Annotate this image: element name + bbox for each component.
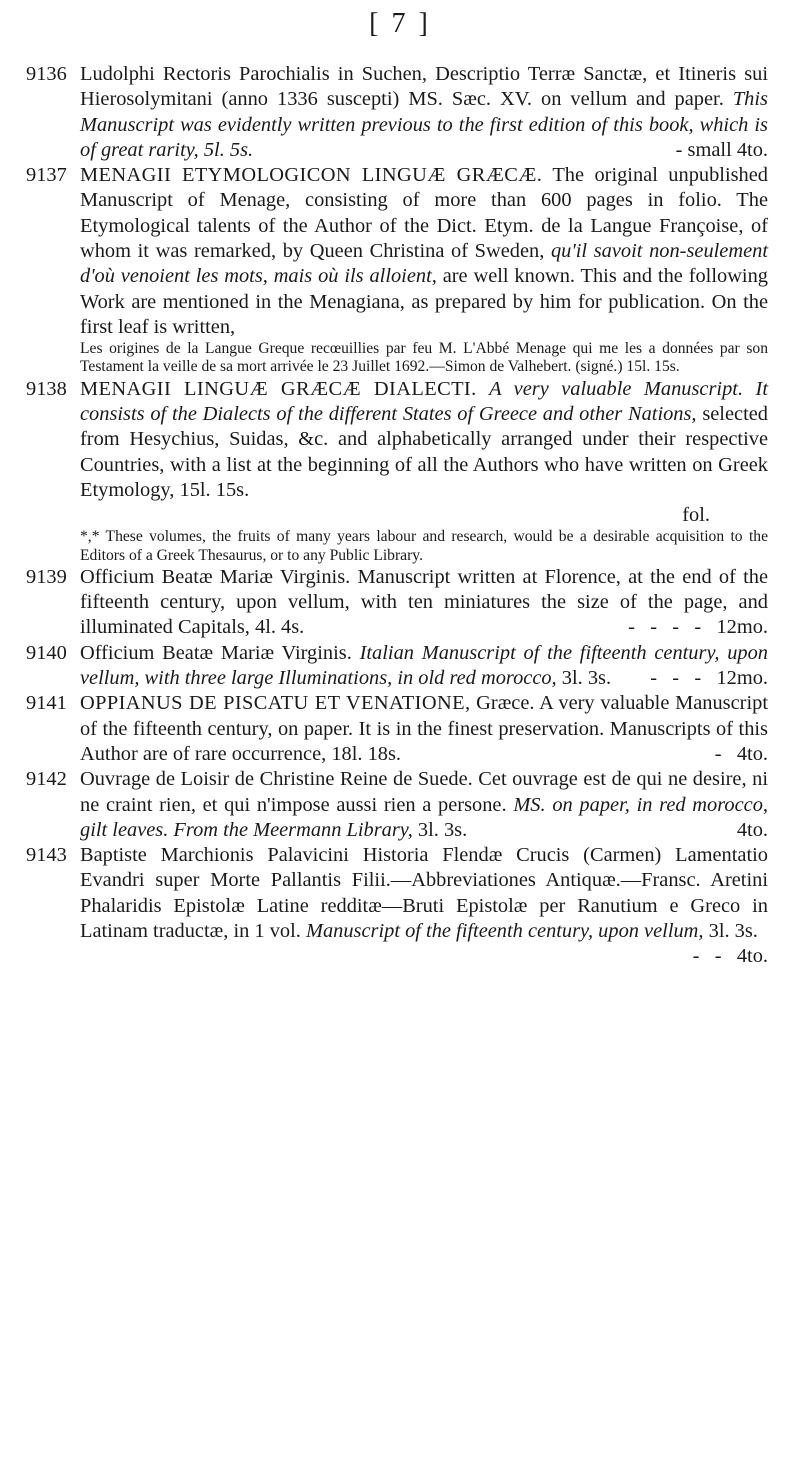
entry-quote-italic: qu'il savoit non-seulement d'où venoient les mots, mais où ils alloient,: [80, 240, 768, 288]
entry-description: Officium Beatæ Mariæ Virginis.: [80, 641, 352, 664]
entry-title: MENAGII ETYMOLOGICON LINGUÆ GRÆCÆ.: [80, 164, 543, 187]
catalogue-entry: [26, 163, 768, 376]
book-format: 4to.: [736, 818, 768, 841]
entry-text: [80, 565, 768, 641]
entry-description: Officium Beatæ Mariæ Virginis. Manuscript written at Florence, at the end of the fifteenth century, upon vellum, with ten miniatures the size of the page, and illuminated Capitals, 4l. 4s.: [80, 565, 768, 639]
entry-note-italic: Italian Manuscript of the fifteenth century, upon vellum, with three large Illuminations, in old red morocco,: [80, 641, 769, 690]
catalogue-entry: [26, 767, 768, 843]
entry-note-italic: A very valuable Manuscript. It consists of the Dialects of the different States of Greece and other Nations,: [80, 377, 768, 425]
book-format: - - 4to.: [692, 945, 768, 968]
lot-number: 9143: [26, 844, 67, 867]
entry-text: [80, 641, 768, 692]
entry-text: [80, 62, 768, 163]
catalogue-entries: [26, 62, 768, 970]
entry-price: 3l. 3s.: [708, 920, 758, 943]
catalogue-entry: [26, 641, 768, 692]
entry-text: [80, 843, 768, 968]
inscription-note: Les origines de la Langue Greque recœuillies par feu M. L'Abbé Menage qui me les a données par son Testament la veille de sa mort arrivée le 23 Juillet 1692.—Simon de Valhebert. (signé.) 15l. 15s.: [80, 340, 768, 376]
lot-number: 9142: [26, 768, 67, 791]
entry-description: Ouvrage de Loisir de Christine Reine de Suede. Cet ouvrage est de qui ne desire, ni ne craint rien, et qui n'impose aussi rien a persone.: [80, 768, 768, 816]
entry-title: MENAGII LINGUÆ GRÆCÆ DIALECTI.: [80, 377, 477, 400]
book-format: - small 4to.: [675, 138, 768, 161]
catalogue-entry: [26, 565, 768, 641]
book-format: - 4to.: [714, 742, 768, 765]
lot-number: 9139: [26, 565, 67, 588]
entry-text: [80, 163, 768, 340]
entry-description: Baptiste Marchionis Palavicini Historia Flendæ Crucis (Carmen) Lamentatio Evandri super Morte Pallantis Filii.—Abbreviationes Antiquæ.—Fransc. Aretini Phalaridis Epistolæ Latine redditæ—Bruti Epistolæ per Ranutium e Greco in Latinam traductæ, in 1 vol.: [80, 844, 768, 943]
lot-number: 9137: [26, 164, 67, 187]
lot-number: 9140: [26, 641, 67, 664]
entry-note-italic: Manuscript of the fifteenth century, upon vellum,: [305, 920, 704, 943]
editorial-footnote: *,* These volumes, the fruits of many years labour and research, would be a desirable acquisition to the Editors of a Greek Thesaurus, or to any Public Library.: [80, 528, 768, 564]
book-format: - - - 12mo.: [650, 667, 768, 690]
catalogue-entry: [26, 843, 768, 968]
entry-text: [80, 691, 768, 767]
entry-text: [80, 377, 768, 503]
catalogue-entry: [26, 62, 768, 163]
book-format: fol.: [682, 504, 710, 527]
entry-description: Græce. A very valuable Manuscript of the fifteenth century, on paper. It is in the finest preservation. Manuscripts of this Author are of rare occurrence, 18l. 18s.: [80, 692, 768, 765]
entry-price: 3l. 3s.: [561, 667, 612, 690]
entry-text: [80, 767, 768, 843]
entry-note-italic: MS. on paper, in red morocco, gilt leaves. From the Meermann Library,: [80, 793, 768, 841]
entry-title: OPPIANUS DE PISCATU ET VENATIONE,: [80, 692, 471, 715]
entry-description-continued: are well known. This and the following Work are mentioned in the Menagiana, as prepared by him for publication. On the first leaf is written,: [80, 265, 768, 338]
page-number: [ 7 ]: [369, 8, 431, 39]
entry-description: The original unpublished Manuscript of Menage, consisting of more than 600 pages in folio. The Etymological talents of the Author of the Dict. Etym. de la Langue Françoise, of whom it was remarked, by Queen Christina of Sweden,: [80, 164, 768, 263]
entry-description: Ludolphi Rectoris Parochialis in Suchen, Descriptio Terræ Sanctæ, et Itineris sui Hierosolymitani (anno 1336 suscepti) MS. Sæc. XV. on vellum and paper.: [80, 63, 768, 111]
book-format: - - - - 12mo.: [628, 616, 768, 639]
lot-number: 9138: [26, 377, 67, 400]
entry-note-italic: This Manuscript was evidently written previous to the first edition of this book, which is of great rarity, 5l. 5s.: [80, 88, 768, 161]
catalogue-entry: [26, 691, 768, 767]
entry-price: 3l. 3s.: [417, 818, 468, 841]
lot-number: 9141: [26, 692, 67, 715]
catalogue-entry: [26, 377, 768, 565]
lot-number: 9136: [26, 63, 67, 85]
entry-description: selected from Hesychius, Suidas, &c. and alphabetically arranged under their respective Countries, with a list at the beginning of all the Authors who have written on Greek Etymology, 15l. 15s.: [80, 402, 768, 501]
